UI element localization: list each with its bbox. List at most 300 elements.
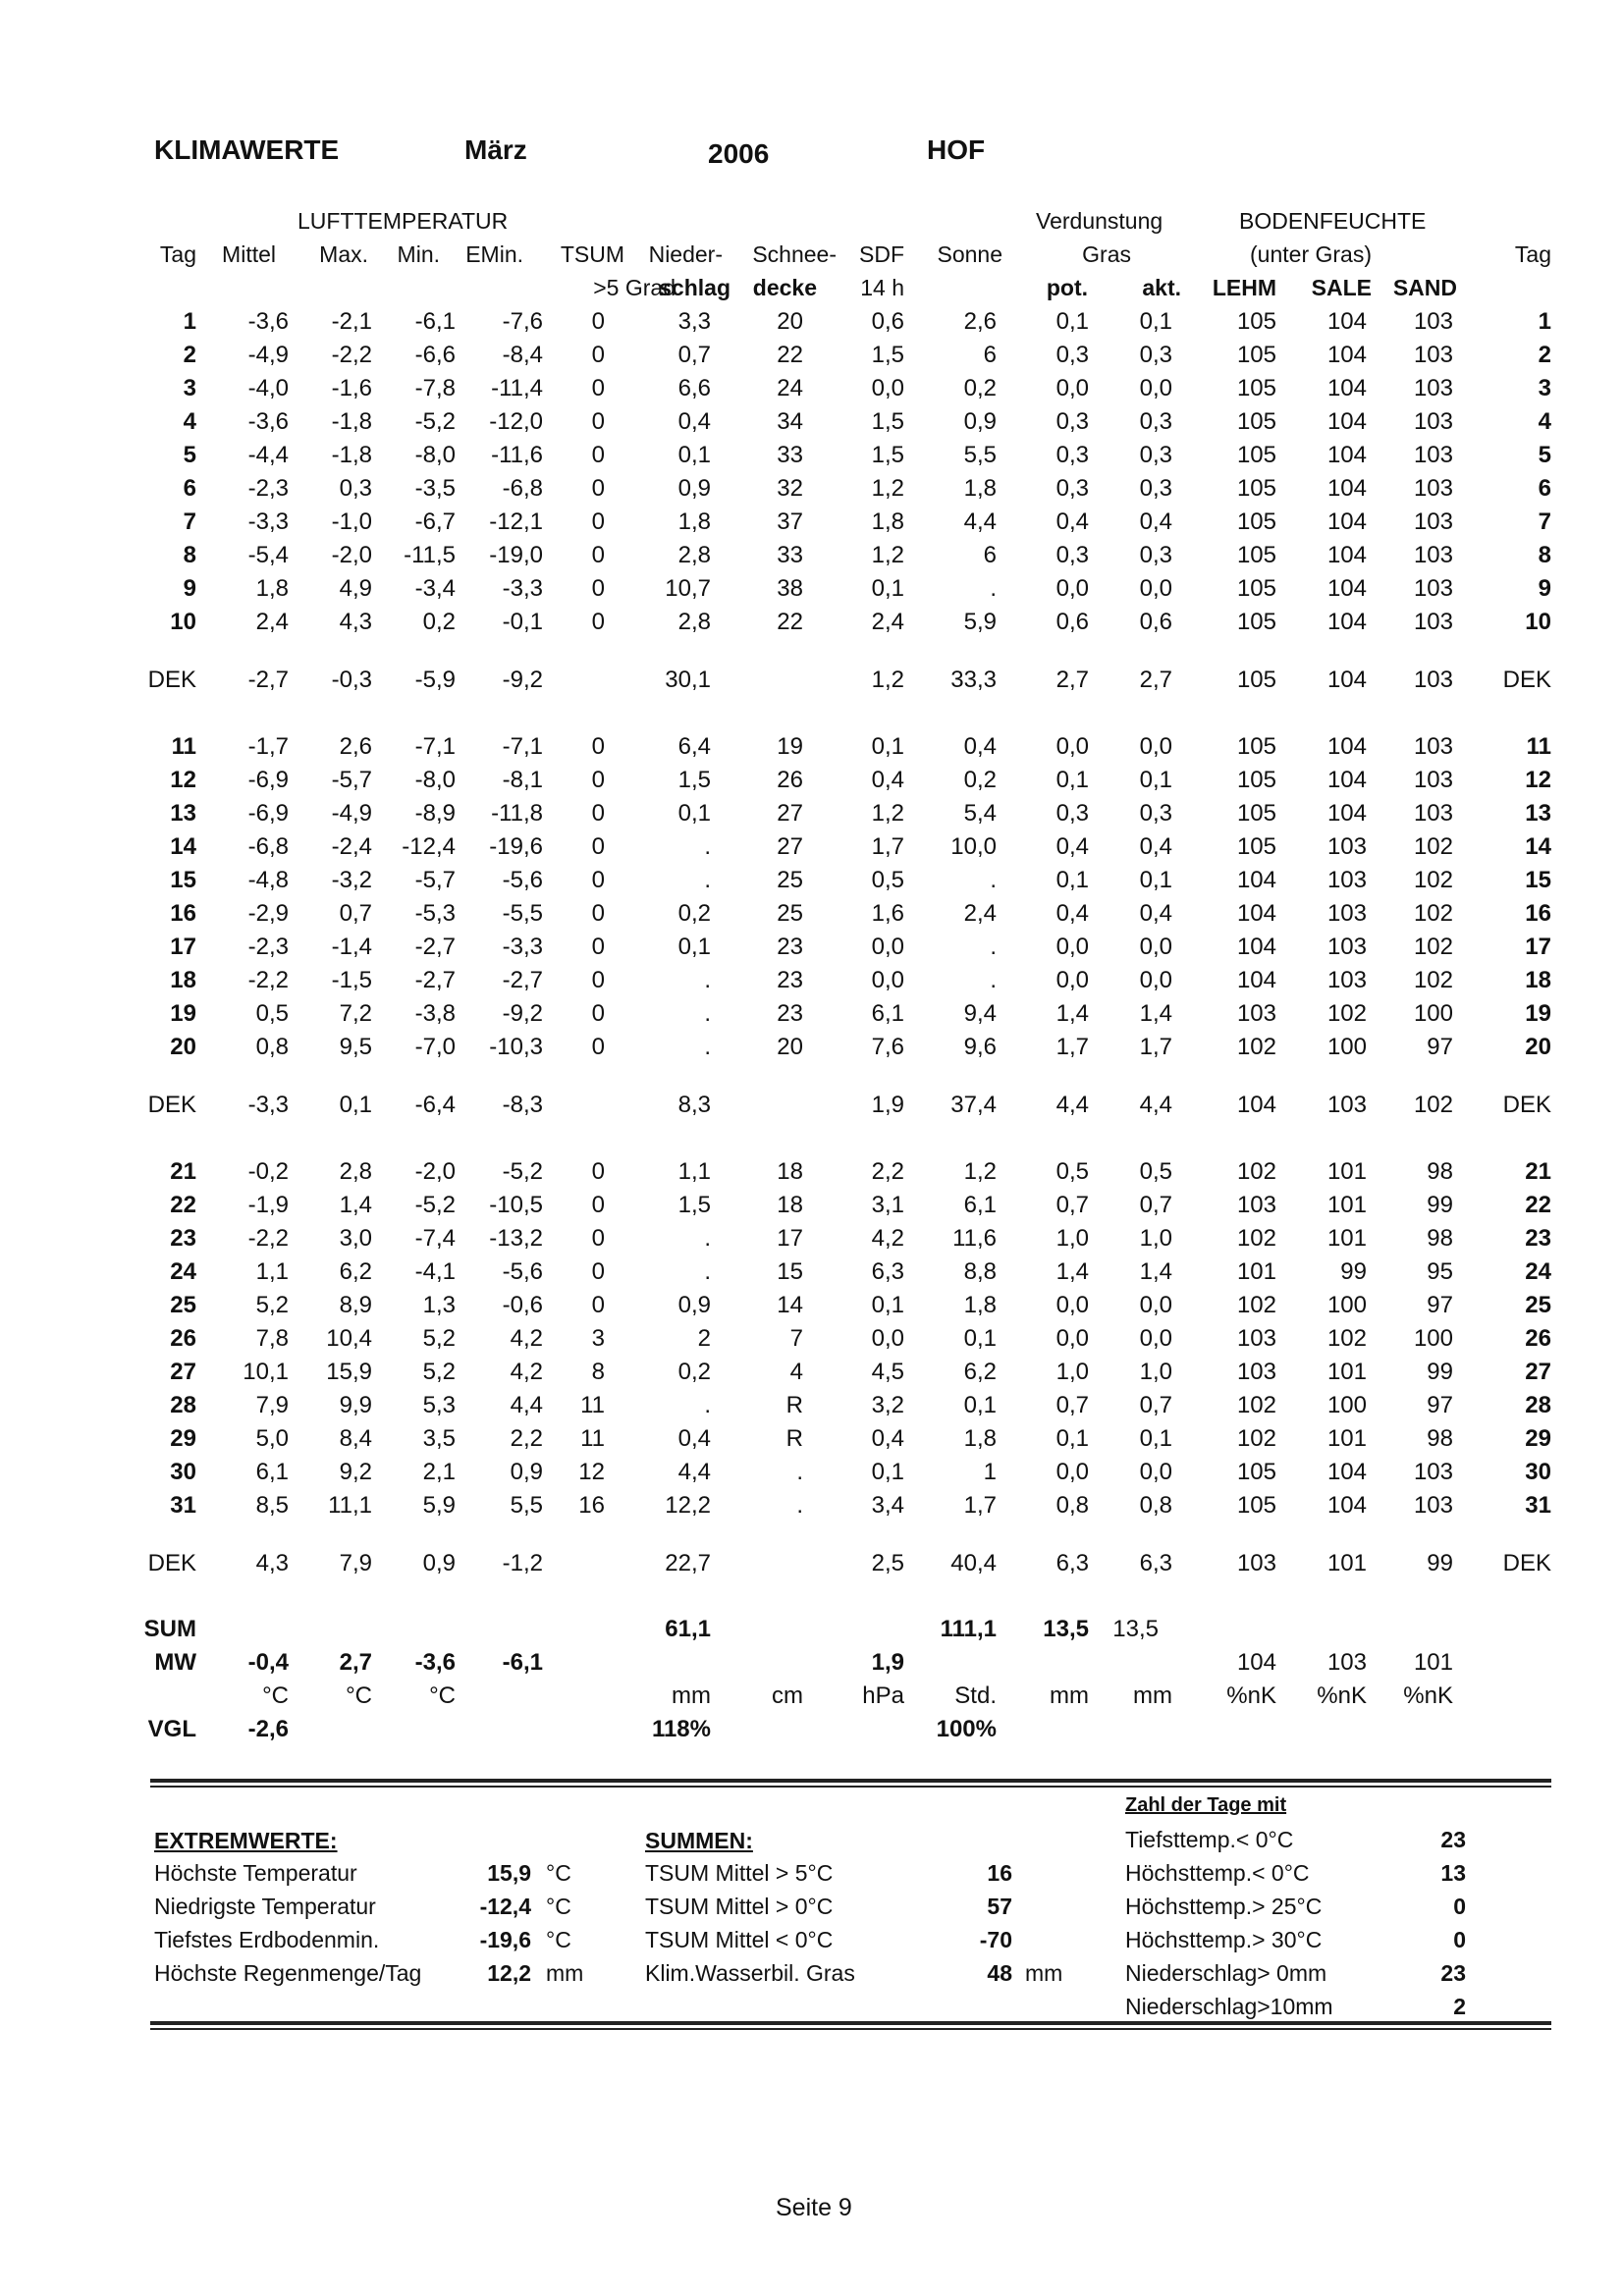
- cell-tag: 7: [183, 508, 196, 535]
- cell-lehm: 104: [1236, 1092, 1276, 1118]
- cell-tag: 19: [170, 1000, 196, 1027]
- cell-tag-right: 31: [1525, 1492, 1551, 1519]
- group-header-lufttemperatur: LUFTTEMPERATUR: [298, 208, 509, 234]
- cell-tag: 21: [170, 1158, 196, 1185]
- summary-units-sonne: Std.: [954, 1682, 997, 1709]
- cell-max: 2,8: [339, 1158, 372, 1185]
- table-row: [0, 967, 1623, 1000]
- cell-lehm: 105: [1236, 800, 1276, 827]
- column-header: SDF: [859, 241, 904, 267]
- cell-sale: 101: [1326, 1550, 1367, 1576]
- cell-max: -2,0: [331, 542, 372, 568]
- cell-sand: 103: [1413, 800, 1453, 827]
- cell-schneedecke: 24: [777, 375, 803, 401]
- cell-sale: 101: [1326, 1192, 1367, 1218]
- cell-verd-pot: 1,4: [1055, 1258, 1089, 1285]
- column-header: Mittel: [222, 241, 276, 267]
- dekade-row: [0, 1092, 1623, 1125]
- extremwerte-label: Niedrigste Temperatur: [154, 1894, 376, 1919]
- cell-mittel: -4,0: [247, 375, 289, 401]
- cell-verd-pot: 0,1: [1055, 308, 1089, 335]
- column-subheader: pot.: [1046, 275, 1088, 300]
- cell-min: -4,1: [414, 1258, 456, 1285]
- cell-tag-right: 18: [1525, 967, 1551, 993]
- cell-tag-right: 7: [1538, 508, 1551, 535]
- cell-tsum: 0: [591, 800, 605, 827]
- cell-verd-pot: 0,0: [1055, 375, 1089, 401]
- cell-verd-akt: 0,3: [1139, 475, 1172, 502]
- cell-tsum: 8: [591, 1359, 605, 1385]
- summary-units-niederschlag: mm: [672, 1682, 711, 1709]
- cell-max: -1,8: [331, 442, 372, 468]
- summary-sum-verd-pot: 13,5: [1043, 1616, 1089, 1642]
- cell-niederschlag: 22,7: [665, 1550, 711, 1576]
- cell-niederschlag: 8,3: [677, 1092, 711, 1118]
- zahl-der-tage-value: 23: [1440, 1960, 1466, 1986]
- cell-min: -3,5: [414, 475, 456, 502]
- cell-verd-akt: 6,3: [1139, 1550, 1172, 1576]
- cell-lehm: 105: [1236, 1459, 1276, 1485]
- cell-mittel: -2,3: [247, 934, 289, 960]
- cell-tag-right: 23: [1525, 1225, 1551, 1252]
- cell-sale: 103: [1326, 934, 1367, 960]
- cell-sonne: 6: [983, 542, 997, 568]
- cell-max: 9,5: [339, 1034, 372, 1060]
- cell-lehm: 105: [1236, 508, 1276, 535]
- summen-label: TSUM Mittel > 5°C: [645, 1860, 834, 1886]
- cell-lehm: 103: [1236, 1192, 1276, 1218]
- cell-tsum: 0: [591, 542, 605, 568]
- cell-lehm: 103: [1236, 1550, 1276, 1576]
- cell-sdf: 1,6: [871, 900, 904, 927]
- cell-sale: 100: [1326, 1292, 1367, 1318]
- cell-lehm: 105: [1236, 542, 1276, 568]
- cell-emin: -7,1: [502, 733, 543, 760]
- cell-tsum: 0: [591, 575, 605, 602]
- summen-label: Klim.Wasserbil. Gras: [645, 1960, 855, 1986]
- cell-sand: 103: [1413, 408, 1453, 435]
- cell-sand: 103: [1413, 542, 1453, 568]
- cell-niederschlag: 0,2: [677, 900, 711, 927]
- cell-sonne: 1,8: [963, 475, 997, 502]
- table-row: [0, 375, 1623, 408]
- cell-sand: 103: [1413, 575, 1453, 602]
- cell-emin: -7,6: [502, 308, 543, 335]
- cell-lehm: 103: [1236, 1000, 1276, 1027]
- extremwerte-value: -19,6: [479, 1927, 531, 1952]
- cell-tag-right: 24: [1525, 1258, 1551, 1285]
- cell-niederschlag: .: [704, 967, 711, 993]
- cell-niederschlag: 1,8: [677, 508, 711, 535]
- cell-sand: 99: [1427, 1550, 1453, 1576]
- cell-max: 1,4: [339, 1192, 372, 1218]
- cell-verd-pot: 0,1: [1055, 1425, 1089, 1452]
- cell-sonne: 1,2: [963, 1158, 997, 1185]
- summen-value: 48: [987, 1960, 1012, 1986]
- cell-niederschlag: 0,7: [677, 342, 711, 368]
- cell-mittel: 7,8: [255, 1325, 289, 1352]
- cell-lehm: 102: [1236, 1425, 1276, 1452]
- cell-sonne: 0,2: [963, 375, 997, 401]
- cell-lehm: 105: [1236, 342, 1276, 368]
- cell-sdf: 1,2: [871, 475, 904, 502]
- cell-mittel: -0,2: [247, 1158, 289, 1185]
- cell-mittel: 0,5: [255, 1000, 289, 1027]
- cell-verd-akt: 0,6: [1139, 609, 1172, 635]
- cell-sdf: 0,1: [871, 1292, 904, 1318]
- cell-verd-akt: 0,0: [1139, 1325, 1172, 1352]
- summary-vgl-mittel: -2,6: [247, 1716, 289, 1742]
- cell-niederschlag: 6,4: [677, 733, 711, 760]
- column-header: TSUM: [560, 241, 624, 267]
- cell-sdf: 1,8: [871, 508, 904, 535]
- cell-mittel: -6,9: [247, 767, 289, 793]
- cell-emin: -3,3: [502, 934, 543, 960]
- cell-verd-akt: 0,1: [1139, 767, 1172, 793]
- cell-max: 8,9: [339, 1292, 372, 1318]
- cell-niederschlag: .: [704, 1000, 711, 1027]
- cell-max: 6,2: [339, 1258, 372, 1285]
- cell-verd-pot: 0,0: [1055, 733, 1089, 760]
- table-row: [0, 900, 1623, 934]
- summary-row-units: [0, 1682, 1623, 1716]
- cell-mittel: 1,8: [255, 575, 289, 602]
- zahl-der-tage-label: Niederschlag>10mm: [1125, 1994, 1333, 2019]
- cell-tag: 13: [170, 800, 196, 827]
- cell-schneedecke: 15: [777, 1258, 803, 1285]
- extremwerte-label: Höchste Regenmenge/Tag: [154, 1960, 422, 1986]
- summary-units-sand: %nK: [1403, 1682, 1453, 1709]
- summary-sum-tag: SUM: [143, 1616, 196, 1642]
- cell-sonne: 0,4: [963, 733, 997, 760]
- summary-vgl-niederschlag: 118%: [651, 1716, 711, 1742]
- cell-sonne: .: [990, 575, 997, 602]
- cell-verd-akt: 1,7: [1139, 1034, 1172, 1060]
- cell-verd-akt: 0,0: [1139, 375, 1172, 401]
- cell-emin: -9,2: [502, 1000, 543, 1027]
- cell-emin: -3,3: [502, 575, 543, 602]
- cell-tag-right: 28: [1525, 1392, 1551, 1418]
- summen-label: TSUM Mittel > 0°C: [645, 1894, 834, 1919]
- cell-lehm: 104: [1236, 934, 1276, 960]
- cell-min: -8,0: [414, 442, 456, 468]
- cell-verd-akt: 0,7: [1139, 1192, 1172, 1218]
- cell-niederschlag: 2,8: [677, 609, 711, 635]
- cell-max: -1,6: [331, 375, 372, 401]
- summen-label: TSUM Mittel < 0°C: [645, 1927, 834, 1952]
- cell-verd-akt: 0,3: [1139, 542, 1172, 568]
- cell-verd-pot: 0,0: [1055, 1459, 1089, 1485]
- cell-sand: 103: [1413, 375, 1453, 401]
- cell-sonne: 6,2: [963, 1359, 997, 1385]
- cell-sale: 104: [1326, 575, 1367, 602]
- cell-schneedecke: 38: [777, 575, 803, 602]
- cell-tag: 1: [183, 308, 196, 335]
- cell-niederschlag: .: [704, 1225, 711, 1252]
- table-row: [0, 1492, 1623, 1525]
- cell-tag-right: 27: [1525, 1359, 1551, 1385]
- cell-sdf: 1,2: [871, 542, 904, 568]
- cell-schneedecke: 17: [777, 1225, 803, 1252]
- summary-units-max: °C: [346, 1682, 372, 1709]
- cell-tag-right: 30: [1525, 1459, 1551, 1485]
- cell-min: 5,3: [422, 1392, 456, 1418]
- cell-mittel: -4,4: [247, 442, 289, 468]
- cell-tag: 24: [170, 1258, 196, 1285]
- cell-schneedecke: 18: [777, 1158, 803, 1185]
- cell-verd-akt: 1,4: [1139, 1000, 1172, 1027]
- cell-verd-akt: 0,0: [1139, 575, 1172, 602]
- cell-max: 15,9: [326, 1359, 372, 1385]
- cell-max: -1,5: [331, 967, 372, 993]
- summary-units-sale: %nK: [1317, 1682, 1367, 1709]
- cell-tsum: 0: [591, 375, 605, 401]
- cell-tag-right: 10: [1525, 609, 1551, 635]
- cell-mittel: -4,9: [247, 342, 289, 368]
- cell-sale: 104: [1326, 733, 1367, 760]
- cell-verd-akt: 1,0: [1139, 1359, 1172, 1385]
- cell-tag: 27: [170, 1359, 196, 1385]
- cell-sale: 104: [1326, 475, 1367, 502]
- cell-schneedecke: 23: [777, 934, 803, 960]
- cell-schneedecke: 33: [777, 442, 803, 468]
- cell-niederschlag: 1,5: [677, 1192, 711, 1218]
- cell-lehm: 105: [1236, 575, 1276, 602]
- cell-max: -3,2: [331, 867, 372, 893]
- cell-sale: 104: [1326, 375, 1367, 401]
- cell-verd-pot: 1,7: [1055, 1034, 1089, 1060]
- cell-sand: 102: [1413, 900, 1453, 927]
- cell-max: 4,3: [339, 609, 372, 635]
- summen-heading: SUMMEN:: [645, 1828, 753, 1853]
- column-header: Tag: [1514, 241, 1551, 267]
- cell-verd-akt: 0,0: [1139, 967, 1172, 993]
- table-row: [0, 508, 1623, 542]
- cell-lehm: 103: [1236, 1359, 1276, 1385]
- cell-verd-pot: 1,0: [1055, 1225, 1089, 1252]
- page-number: Seite 9: [776, 2194, 852, 2221]
- cell-tag: 16: [170, 900, 196, 927]
- cell-max: 0,1: [339, 1092, 372, 1118]
- cell-sale: 103: [1326, 967, 1367, 993]
- cell-schneedecke: 26: [777, 767, 803, 793]
- cell-max: -5,7: [331, 767, 372, 793]
- cell-mittel: -2,7: [247, 667, 289, 693]
- cell-sand: 102: [1413, 1092, 1453, 1118]
- double-rule-bottom-a: [150, 2021, 1551, 2025]
- cell-emin: -19,0: [489, 542, 543, 568]
- cell-sonne: 1,8: [963, 1292, 997, 1318]
- cell-mittel: -6,9: [247, 800, 289, 827]
- cell-sale: 104: [1326, 308, 1367, 335]
- month-label: März: [464, 134, 527, 165]
- column-subheader: schlag: [659, 275, 730, 300]
- cell-tag-right: 15: [1525, 867, 1551, 893]
- column-subheader: SAND: [1392, 275, 1457, 300]
- cell-max: 9,2: [339, 1459, 372, 1485]
- cell-tag: 6: [183, 475, 196, 502]
- cell-tag: 3: [183, 375, 196, 401]
- cell-sale: 100: [1326, 1392, 1367, 1418]
- cell-sale: 104: [1326, 609, 1367, 635]
- cell-emin: -9,2: [502, 667, 543, 693]
- cell-verd-pot: 4,4: [1055, 1092, 1089, 1118]
- year-label: 2006: [708, 138, 770, 169]
- cell-lehm: 105: [1236, 308, 1276, 335]
- table-row: [0, 609, 1623, 642]
- cell-sale: 103: [1326, 900, 1367, 927]
- cell-sdf: 1,9: [871, 1092, 904, 1118]
- cell-min: -11,5: [404, 542, 456, 568]
- summary-row-mw: [0, 1649, 1623, 1682]
- cell-max: 7,9: [339, 1550, 372, 1576]
- cell-sale: 104: [1326, 342, 1367, 368]
- cell-schneedecke: 4: [789, 1359, 803, 1385]
- zahl-der-tage-item: [0, 1827, 1623, 1860]
- cell-schneedecke: .: [796, 1492, 803, 1519]
- summary-units-lehm: %nK: [1226, 1682, 1276, 1709]
- summary-mw-max: 2,7: [339, 1649, 372, 1676]
- cell-verd-pot: 1,4: [1055, 1000, 1089, 1027]
- cell-tag-right: 19: [1525, 1000, 1551, 1027]
- cell-tsum: 0: [591, 1292, 605, 1318]
- cell-lehm: 105: [1236, 667, 1276, 693]
- cell-sand: 100: [1413, 1000, 1453, 1027]
- cell-tsum: 0: [591, 508, 605, 535]
- cell-schneedecke: 22: [777, 342, 803, 368]
- cell-min: -6,6: [414, 342, 456, 368]
- cell-sand: 103: [1413, 667, 1453, 693]
- cell-tag-right: 29: [1525, 1425, 1551, 1452]
- cell-tag: 26: [170, 1325, 196, 1352]
- cell-sand: 102: [1413, 833, 1453, 860]
- cell-sdf: 0,1: [871, 733, 904, 760]
- cell-max: -2,4: [331, 833, 372, 860]
- cell-min: -7,4: [414, 1225, 456, 1252]
- cell-emin: -1,2: [502, 1550, 543, 1576]
- cell-tsum: 0: [591, 442, 605, 468]
- cell-schneedecke: 22: [777, 609, 803, 635]
- zahl-der-tage-value: 13: [1440, 1860, 1466, 1886]
- cell-min: -5,3: [414, 900, 456, 927]
- column-header: Sonne: [937, 241, 1002, 267]
- cell-sonne: 37,4: [950, 1092, 997, 1118]
- cell-mittel: -6,8: [247, 833, 289, 860]
- cell-sale: 101: [1326, 1225, 1367, 1252]
- zahl-der-tage-value: 0: [1453, 1894, 1466, 1919]
- extremwerte-value: 12,2: [487, 1960, 531, 1986]
- cell-min: -3,4: [414, 575, 456, 602]
- summary-row-sum: [0, 1616, 1623, 1649]
- cell-min: -5,2: [414, 1192, 456, 1218]
- cell-sonne: 33,3: [950, 667, 997, 693]
- cell-schneedecke: 7: [789, 1325, 803, 1352]
- cell-max: -1,4: [331, 934, 372, 960]
- cell-min: 3,5: [422, 1425, 456, 1452]
- cell-sdf: 0,5: [871, 867, 904, 893]
- cell-tag: 14: [170, 833, 196, 860]
- cell-max: 4,9: [339, 575, 372, 602]
- cell-verd-akt: 0,7: [1139, 1392, 1172, 1418]
- cell-emin: -8,1: [502, 767, 543, 793]
- cell-verd-pot: 0,3: [1055, 542, 1089, 568]
- cell-sonne: 5,4: [963, 800, 997, 827]
- cell-schneedecke: 14: [777, 1292, 803, 1318]
- cell-verd-pot: 0,7: [1055, 1392, 1089, 1418]
- table-row: [0, 408, 1623, 442]
- cell-min: -8,0: [414, 767, 456, 793]
- cell-mittel: -2,2: [247, 1225, 289, 1252]
- cell-sand: 103: [1413, 733, 1453, 760]
- zahl-der-tage-heading: Zahl der Tage mit: [1125, 1794, 1287, 1816]
- cell-sdf: 4,2: [871, 1225, 904, 1252]
- cell-sdf: 2,5: [871, 1550, 904, 1576]
- column-header: Tag: [159, 241, 196, 267]
- cell-tsum: 0: [591, 867, 605, 893]
- cell-sonne: 5,9: [963, 609, 997, 635]
- cell-niederschlag: 30,1: [665, 667, 711, 693]
- cell-tsum: 0: [591, 1258, 605, 1285]
- cell-max: 8,4: [339, 1425, 372, 1452]
- cell-verd-akt: 0,5: [1139, 1158, 1172, 1185]
- cell-max: 10,4: [326, 1325, 372, 1352]
- column-header: Schnee-: [752, 241, 837, 267]
- cell-tag: DEK: [147, 1092, 196, 1118]
- table-row: [0, 833, 1623, 867]
- cell-lehm: 105: [1236, 767, 1276, 793]
- summary-mw-tag: MW: [154, 1649, 196, 1676]
- summen-value: 16: [987, 1860, 1012, 1886]
- cell-schneedecke: 19: [777, 733, 803, 760]
- table-row: [0, 342, 1623, 375]
- cell-sale: 101: [1326, 1425, 1367, 1452]
- cell-verd-akt: 0,0: [1139, 1292, 1172, 1318]
- cell-min: 2,1: [422, 1459, 456, 1485]
- cell-min: -5,7: [414, 867, 456, 893]
- cell-sand: 102: [1413, 967, 1453, 993]
- cell-tag: 15: [170, 867, 196, 893]
- cell-min: -5,9: [414, 667, 456, 693]
- cell-sale: 104: [1326, 542, 1367, 568]
- table-row: [0, 1392, 1623, 1425]
- cell-min: 5,9: [422, 1492, 456, 1519]
- double-rule-top-a: [150, 1779, 1551, 1783]
- summary-mw-sale: 103: [1326, 1649, 1367, 1676]
- cell-verd-akt: 0,0: [1139, 733, 1172, 760]
- cell-sonne: 0,2: [963, 767, 997, 793]
- table-row: [0, 1034, 1623, 1067]
- cell-tag-right: 8: [1538, 542, 1551, 568]
- cell-max: -2,2: [331, 342, 372, 368]
- cell-schneedecke: 25: [777, 900, 803, 927]
- cell-sdf: 1,5: [871, 442, 904, 468]
- cell-emin: 5,5: [510, 1492, 543, 1519]
- column-header: EMin.: [465, 241, 523, 267]
- cell-min: 5,2: [422, 1359, 456, 1385]
- cell-niederschlag: 2,8: [677, 542, 711, 568]
- cell-niederschlag: 6,6: [677, 375, 711, 401]
- cell-verd-pot: 0,0: [1055, 934, 1089, 960]
- cell-mittel: -2,9: [247, 900, 289, 927]
- cell-sonne: 2,6: [963, 308, 997, 335]
- cell-sonne: 8,8: [963, 1258, 997, 1285]
- cell-sdf: 0,6: [871, 308, 904, 335]
- cell-verd-akt: 1,0: [1139, 1225, 1172, 1252]
- cell-sonne: 9,6: [963, 1034, 997, 1060]
- cell-sdf: 0,0: [871, 934, 904, 960]
- cell-tag-right: 14: [1525, 833, 1551, 860]
- cell-sdf: 4,5: [871, 1359, 904, 1385]
